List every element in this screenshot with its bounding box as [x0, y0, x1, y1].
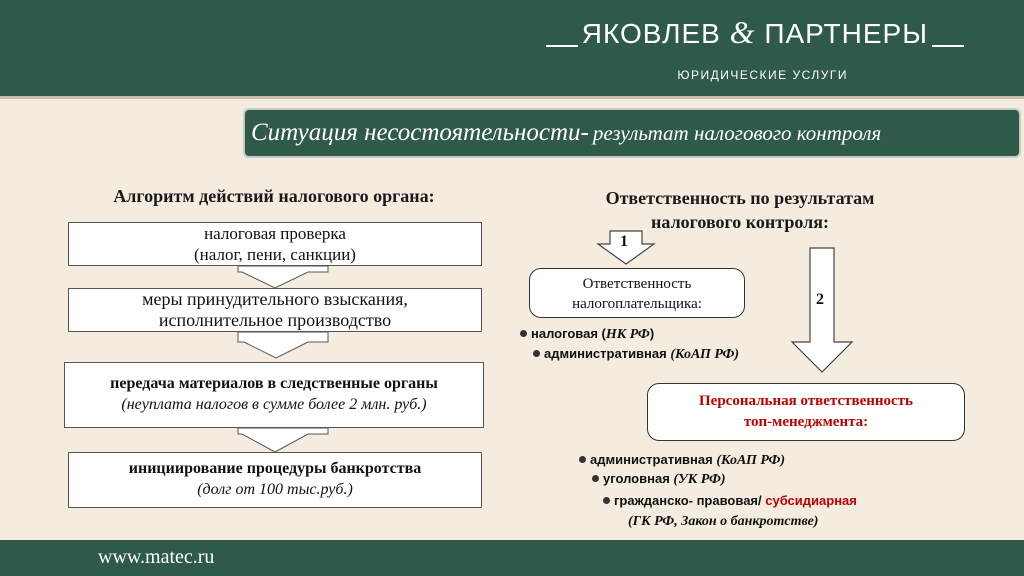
step-tax-audit: налоговая проверка (налог, пени, санкции)	[68, 222, 482, 266]
brand-logo: ЯКОВЛЕВ & ПАРТНЕРЫ	[542, 14, 968, 51]
step-enforcement: меры принудительного взыскания, исполнительное производство	[68, 288, 482, 332]
list-item: административная (КоАП РФ)	[579, 452, 785, 469]
step-bankruptcy: инициирование процедуры банкротства (долг от 100 тыс.руб.)	[68, 452, 482, 508]
taxpayer-liability-box: Ответственность налогоплательщика:	[529, 268, 745, 318]
list-item: уголовная (УК РФ)	[592, 471, 726, 488]
list-item-note: (ГК РФ, Закон о банкротстве)	[628, 514, 819, 529]
slide-title: Ситуация несостоятельности- результат налогового контроля	[243, 108, 1021, 158]
list-item: налоговая (НК РФ)	[520, 326, 654, 343]
step-investigation: передача материалов в следственные органы (неуплата налогов в сумме более 2 млн. руб.)	[64, 362, 484, 428]
arrow-1-label: 1	[620, 233, 628, 250]
arrow-2	[792, 248, 852, 372]
brand-subtitle: ЮРИДИЧЕСКИЕ УСЛУГИ	[677, 68, 848, 82]
down-arrow	[238, 332, 328, 358]
list-item: гражданско- правовая/ субсидиарная	[603, 493, 857, 508]
personal-liability-box: Персональная ответственность топ-менеджмента:	[647, 383, 965, 441]
down-arrow	[238, 428, 328, 452]
down-arrow	[238, 266, 328, 288]
arrow-2-label: 2	[816, 291, 824, 308]
right-heading: Ответственность по результатам налогового контроля:	[605, 188, 875, 232]
footer-bar	[0, 540, 1024, 576]
list-item: административная (КоАП РФ)	[533, 346, 739, 363]
footer-website-link[interactable]: www.matec.ru	[98, 546, 215, 568]
left-heading: Алгоритм действий налогового органа:	[113, 186, 435, 206]
